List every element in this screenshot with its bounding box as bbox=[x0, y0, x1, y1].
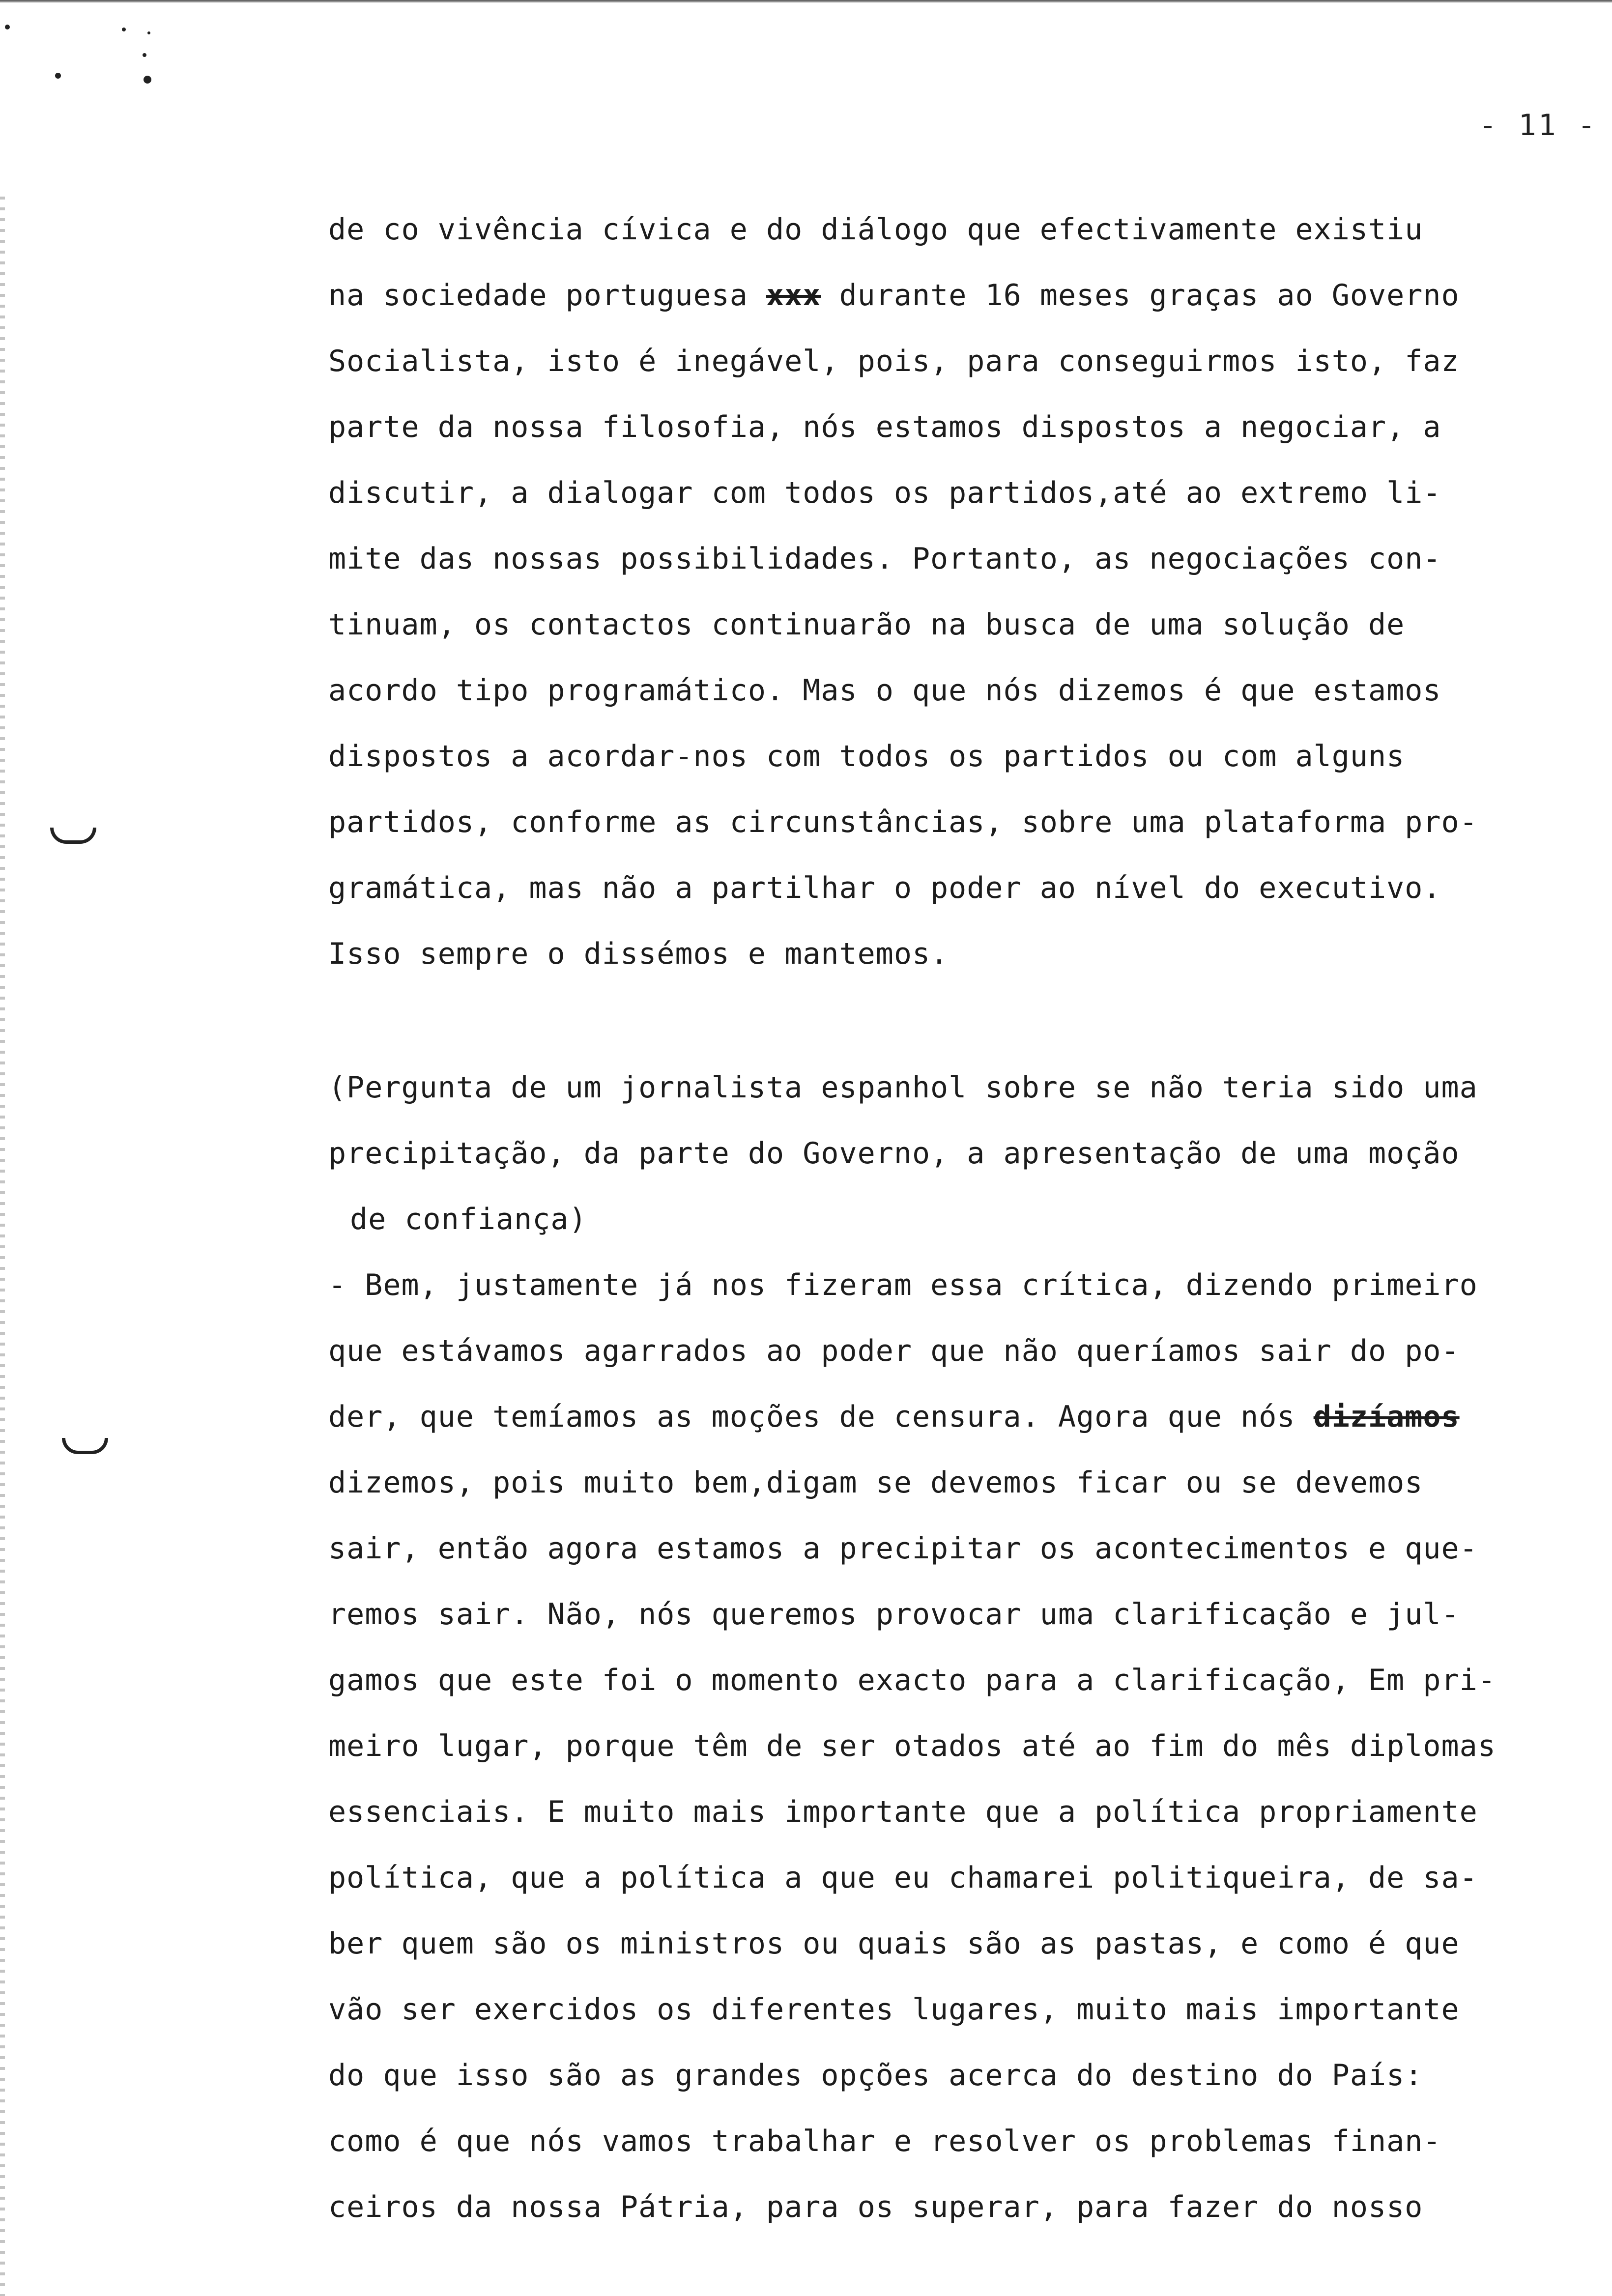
text-line: mite das nossas possibilidades. Portanto, as negociações con- bbox=[328, 542, 1441, 576]
text-line: - Bem, justamente já nos fizeram essa crítica, dizendo primeiro bbox=[328, 1268, 1478, 1302]
text-fragment: durante 16 meses graças ao Governo bbox=[839, 278, 1460, 313]
text-line: gamos que este foi o momento exacto para a clarificação, Em pri- bbox=[328, 1663, 1496, 1697]
struck-out-text: dizíamos bbox=[1313, 1400, 1460, 1434]
ink-speck bbox=[144, 76, 151, 84]
struck-out-text: xxx bbox=[766, 278, 821, 313]
text-line bbox=[328, 262, 1596, 328]
ink-speck bbox=[143, 53, 146, 57]
paragraph-continuation bbox=[328, 197, 1596, 987]
ink-speck bbox=[122, 28, 126, 31]
text-line: dizemos, pois muito bem,digam se devemos ficar ou se devemos bbox=[328, 1465, 1423, 1500]
text-line: dispostos a acordar-nos com todos os partidos ou com alguns bbox=[328, 739, 1405, 774]
text-line: (Pergunta de um jornalista espanhol sobre se não teria sido uma bbox=[328, 1070, 1478, 1105]
text-line: de confiança) bbox=[350, 1202, 587, 1236]
text-line: remos sair. Não, nós queremos provocar uma clarificação e jul- bbox=[328, 1597, 1460, 1632]
text-line bbox=[328, 1384, 1596, 1450]
ink-speck bbox=[55, 73, 61, 79]
left-binding-edge bbox=[0, 197, 5, 2296]
text-line: discutir, a dialogar com todos os partidos,até ao extremo li- bbox=[328, 476, 1441, 510]
text-line: acordo tipo programático. Mas o que nós dizemos é que estamos bbox=[328, 673, 1441, 708]
punch-mark bbox=[62, 1438, 108, 1454]
ink-speck bbox=[5, 25, 10, 29]
text-line: parte da nossa filosofia, nós estamos dispostos a negociar, a bbox=[328, 410, 1441, 444]
text-line: política, que a política a que eu chamarei politiqueira, de sa- bbox=[328, 1861, 1478, 1895]
top-edge-rule bbox=[0, 0, 1612, 3]
text-line: Socialista, isto é inegável, pois, para conseguirmos isto, faz bbox=[328, 344, 1460, 378]
ink-speck bbox=[147, 31, 150, 34]
text-line: sair, então agora estamos a precipitar os acontecimentos e que- bbox=[328, 1531, 1478, 1566]
text-line: de co vivência cívica e do diálogo que efectivamente existiu bbox=[328, 212, 1423, 247]
text-line: precipitação, da parte do Governo, a apresentação de uma moção bbox=[328, 1136, 1460, 1171]
punch-mark bbox=[50, 828, 96, 844]
text-line: tinuam, os contactos continuarão na busca de uma solução de bbox=[328, 607, 1405, 642]
text-fragment: na sociedade portuguesa bbox=[328, 278, 748, 313]
text-line: do que isso são as grandes opções acerca do destino do País: bbox=[328, 2058, 1423, 2093]
text-fragment: der, que temíamos as moções de censura. Agora que nós bbox=[328, 1400, 1295, 1434]
text-line: essenciais. E muito mais importante que a política propriamente bbox=[328, 1795, 1478, 1829]
text-line: ceiros da nossa Pátria, para os superar, para fazer do nosso bbox=[328, 2190, 1423, 2224]
text-line: vão ser exercidos os diferentes lugares, muito mais importante bbox=[328, 1992, 1460, 2027]
text-line: ber quem são os ministros ou quais são as pastas, e como é que bbox=[328, 1926, 1460, 1961]
page-number: - 11 - bbox=[1479, 108, 1597, 143]
text-line: gramática, mas não a partilhar o poder ao nível do executivo. bbox=[328, 871, 1441, 905]
journalist-question bbox=[328, 1055, 1596, 1252]
text-line: que estávamos agarrados ao poder que não queríamos sair do po- bbox=[328, 1334, 1460, 1368]
text-line: partidos, conforme as circunstâncias, sobre uma plataforma pro- bbox=[328, 805, 1478, 839]
text-line: Isso sempre o dissémos e mantemos. bbox=[328, 937, 949, 971]
text-line: meiro lugar, porque têm de ser otados até ao fim do mês diplomas bbox=[328, 1729, 1496, 1763]
answer-paragraph bbox=[328, 1252, 1596, 2240]
text-line: como é que nós vamos trabalhar e resolver os problemas finan- bbox=[328, 2124, 1441, 2158]
